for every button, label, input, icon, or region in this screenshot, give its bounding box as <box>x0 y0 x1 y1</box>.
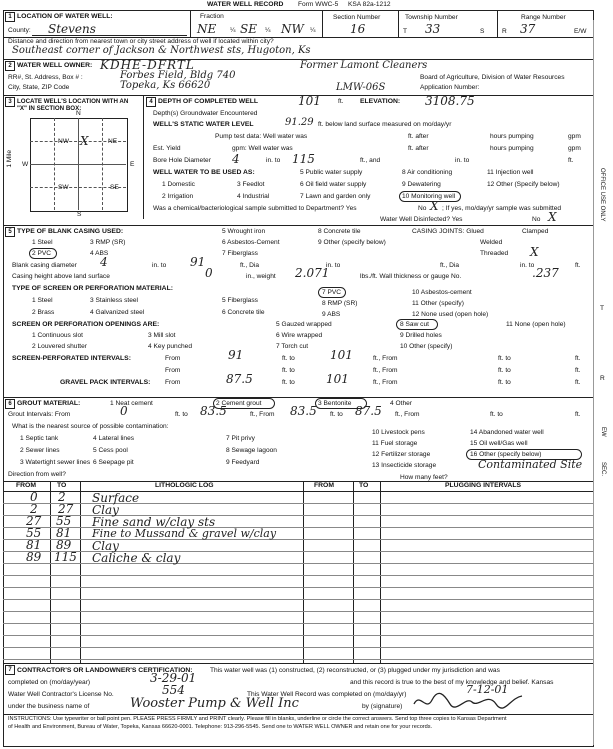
groundwater-label: Depth(s) Groundwater Encountered <box>153 110 258 117</box>
use-opt-9[interactable]: 9 Dewatering <box>402 181 441 188</box>
openings-label: SCREEN OR PERFORATION OPENINGS ARE: <box>12 321 160 328</box>
scr-to-label2: ft. to <box>498 355 511 362</box>
county-label: County: <box>8 27 31 34</box>
screen-opt-5[interactable]: 5 Fiberglass <box>222 297 258 304</box>
grout-opt-1[interactable]: 1 Neat cement <box>110 400 153 407</box>
table-row-from: 55 <box>26 526 42 540</box>
table-row-from: 0 <box>30 490 38 504</box>
license-value: 554 <box>162 683 185 697</box>
casing-opt-5[interactable]: 5 Wrought iron <box>222 228 266 235</box>
se-label: SE <box>110 184 119 191</box>
table-row-desc: Fine to Mussand & gravel w/clay <box>92 527 277 540</box>
disinfected-mark: X <box>548 210 557 224</box>
opening-opt-9[interactable]: 9 Drilled holes <box>400 332 442 339</box>
row-line <box>3 397 593 398</box>
depth-label: DEPTH OF COMPLETED WELL <box>158 98 259 105</box>
bore-in-to: in. to <box>266 157 281 164</box>
side-margin-line <box>593 20 594 745</box>
city-label: City, State, ZIP Code <box>8 84 70 91</box>
row-line <box>3 714 593 715</box>
opening-opt-11[interactable]: 11 None (open hole) <box>506 321 566 328</box>
scr-ft-from2: ft., From <box>373 367 398 374</box>
joints-label: CASING JOINTS: Glued <box>412 228 484 235</box>
fraction-label: Fraction <box>200 13 224 20</box>
cert-text-3: This Water Well Record was completed on (mo/day/yr) <box>247 691 407 698</box>
contam-opt-16[interactable]: 16 Other (specify below) <box>470 451 542 458</box>
table-row-from: 2 <box>30 502 38 516</box>
elevation-value: 3108.75 <box>425 94 475 108</box>
table-row-to: 81 <box>56 526 72 540</box>
grav-to-label: ft. to <box>282 379 295 386</box>
owner-label: WATER WELL OWNER: <box>17 62 93 69</box>
row-line <box>3 225 593 226</box>
grout-from2-value: 83.5 <box>290 404 317 418</box>
table-row-desc: Clay <box>92 503 119 517</box>
static-level-value: 91.29 <box>285 117 314 128</box>
blank-in-to3: in. to <box>520 262 535 269</box>
section-1-marker: 1 <box>5 12 15 22</box>
board-label: Board of Agriculture, Division of Water Resources <box>420 74 565 81</box>
screen-opt-1[interactable]: 1 Steel <box>32 297 53 304</box>
contam-opt-9[interactable]: 9 Feedyard <box>226 459 260 466</box>
fraction-3: NW <box>281 22 304 36</box>
completed-value: 3-29-01 <box>150 671 197 685</box>
grout-ft-end: ft. <box>575 411 581 418</box>
west-label: W <box>22 161 29 168</box>
record-date: 7-12-01 <box>466 683 509 696</box>
signature-label: by (signature) <box>362 703 403 710</box>
section-2-marker: 2 <box>5 61 15 71</box>
opening-opt-7[interactable]: 7 Torch cut <box>276 343 309 350</box>
license-label: Water Well Contractor's License No. <box>8 691 114 698</box>
opening-opt-1[interactable]: 1 Continuous slot <box>32 332 83 339</box>
opening-opt-8[interactable]: 8 Saw cut <box>400 321 429 328</box>
table-row-from: 89 <box>26 550 42 564</box>
yield-hours: hours pumping <box>490 145 534 152</box>
opening-opt-5[interactable]: 5 Gauzed wrapped <box>276 321 332 328</box>
contam-other-value: Contaminated Site <box>478 458 583 471</box>
depth-value: 101 <box>298 94 321 108</box>
screen-opt-3[interactable]: 3 Stainless steel <box>90 297 139 304</box>
yield-after: ft. after <box>408 145 429 152</box>
casing-opt-9[interactable]: 9 Other (specify below) <box>318 239 386 246</box>
distance-value: Southeast corner of Jackson & Northwest sts, Hugoton, Ks <box>12 45 311 56</box>
contam-opt-5[interactable]: 5 Cess pool <box>93 447 128 454</box>
wall-label: lbs./ft. Wall thickness or gauge No. <box>360 273 462 280</box>
township-s: S <box>480 28 485 35</box>
col-lithologic: LITHOLOGIC LOG <box>155 482 214 489</box>
sw-label: SW <box>58 184 69 191</box>
joints-clamped[interactable]: Clamped <box>522 228 549 235</box>
log-row-line <box>3 635 593 636</box>
how-many-feet: How many feet? <box>400 474 448 481</box>
section-number-value: 16 <box>350 22 366 36</box>
contam-opt-14[interactable]: 14 Abandoned water well <box>470 429 544 436</box>
section-4-marker: 4 <box>146 97 156 107</box>
grout-to-label3: ft. to <box>490 411 503 418</box>
grav-to-value: 101 <box>326 372 349 386</box>
scr-ft-end: ft. <box>575 355 581 362</box>
contam-opt-10[interactable]: 10 Livestock pens <box>372 429 425 436</box>
address-label: RR#, St. Address, Box # : <box>8 74 83 81</box>
bore-ft-and: ft., and <box>360 157 381 164</box>
well-id: LMW-06S <box>336 82 386 93</box>
ksa-reference: KSA 82a-1212 <box>348 1 391 8</box>
cert-text-1: This water well was (1) constructed, (2) reconstructed, or (3) plugged under my jurisdiction and was <box>210 667 500 674</box>
contam-opt-3[interactable]: 3 Watertight sewer lines <box>20 459 91 466</box>
use-label: WELL WATER TO BE USED AS: <box>153 169 255 176</box>
completed-label: completed on (mo/day/year) <box>8 679 91 686</box>
casing-opt-1[interactable]: 1 Steel <box>32 239 53 246</box>
blank-in-to: in. to <box>152 262 167 269</box>
north-label: N <box>76 110 81 117</box>
bore-ft: ft. <box>568 157 574 164</box>
opening-opt-10[interactable]: 10 Other (specify) <box>400 343 453 350</box>
blank-to-value: 91 <box>190 255 206 269</box>
grout-opt-3[interactable]: 3 Bentonite <box>318 400 352 407</box>
col-to-2: TO <box>359 482 369 489</box>
county-underline <box>32 35 187 36</box>
screen-opt-4[interactable]: 4 Galvanized steel <box>90 309 145 316</box>
selected-circle <box>318 287 346 298</box>
grout-opt-4[interactable]: 4 Other <box>390 400 412 407</box>
divider <box>497 10 498 37</box>
township-t: T <box>403 28 408 35</box>
contam-opt-11[interactable]: 11 Fuel storage <box>372 440 418 447</box>
form-title: WATER WELL RECORD <box>207 1 284 8</box>
table-row-desc: Fine sand w/clay sts <box>92 515 216 529</box>
divider <box>322 10 323 37</box>
scr-to-value: 101 <box>330 348 353 362</box>
opening-opt-4[interactable]: 4 Key punched <box>148 343 192 350</box>
scr-to-label3: ft. to <box>282 367 295 374</box>
col-plugging: PLUGGING INTERVALS <box>445 482 522 489</box>
east-label: E <box>130 161 135 168</box>
table-row-to: 55 <box>56 514 72 528</box>
use-opt-3[interactable]: 3 Feedlot <box>237 181 265 188</box>
quarter-mark: ¼ <box>265 27 271 34</box>
grout-from-value: 0 <box>120 404 128 418</box>
grout-ft-from: ft., From <box>250 411 275 418</box>
section-box-divider <box>54 118 55 210</box>
instructions-2: of Health and Environment, Bureau of Water, Topeka, Kansas 66620-0001. Telephone: 913-296-5545. Send one to WATER WELL OWNER and retain one for your records. <box>8 724 433 730</box>
office-t: T <box>600 305 605 312</box>
scr-to-label: ft. to <box>282 355 295 362</box>
opening-opt-2[interactable]: 2 Louvered shutter <box>32 343 87 350</box>
yield-mid: gpm: Well water was <box>232 145 293 152</box>
casing-opt-8[interactable]: 8 Concrete tile <box>318 228 361 235</box>
screen-opt-11[interactable]: 11 Other (specify) <box>412 300 464 307</box>
county-value: Stevens <box>48 22 96 36</box>
contam-opt-13[interactable]: 13 Insecticide storage <box>372 462 437 469</box>
scr-ft-end2: ft. <box>575 367 581 374</box>
grout-ft-from2: ft., From <box>395 411 420 418</box>
elevation-label: ELEVATION: <box>360 98 401 105</box>
blank-dia-label: Blank casing diameter <box>12 262 77 269</box>
section-6-marker: 6 <box>5 399 15 409</box>
grout-opt-2[interactable]: 2 Cement grout <box>216 400 262 407</box>
yield-label: Est. Yield <box>153 145 181 152</box>
log-row-line <box>3 623 593 624</box>
weight-label: in., weight <box>246 273 276 280</box>
cert-text-2: and this record is true to the best of my knowledge and belief. Kansas <box>350 679 554 686</box>
use-opt-4[interactable]: 4 Industrial <box>237 193 270 200</box>
grav-from-label: From <box>165 379 181 386</box>
casing-height-value: 0 <box>205 266 213 280</box>
contamination-label: What is the nearest source of possible contamination: <box>12 423 169 430</box>
office-r: R <box>600 375 605 382</box>
grout-to2-value: 87.5 <box>355 404 382 418</box>
blank-ft: ft. <box>575 262 581 269</box>
scr-ft-from: ft., From <box>373 355 398 362</box>
contam-opt-1[interactable]: 1 Septic tank <box>20 435 59 442</box>
section-box-divider <box>102 118 103 210</box>
quarter-mark: ¼ <box>230 27 236 34</box>
ne-label: NE <box>108 138 118 145</box>
weight-value: 2.071 <box>295 266 330 280</box>
screen-opt-8[interactable]: 8 RMP (SR) <box>322 300 358 307</box>
bore-value: 4 <box>232 152 240 166</box>
casing-height-label: Casing height above land surface <box>12 273 110 280</box>
blank-dia-value: 4 <box>100 255 108 269</box>
pump-gpm: gpm <box>568 133 581 140</box>
bore-label: Bore Hole Diameter <box>153 157 211 164</box>
opening-opt-6[interactable]: 6 Wire wrapped <box>276 332 323 339</box>
log-row-line <box>3 587 593 588</box>
business-label: under the business name of <box>8 703 90 710</box>
use-opt-8[interactable]: 8 Air conditioning <box>402 169 453 176</box>
use-opt-7[interactable]: 7 Lawn and garden only <box>300 193 371 200</box>
bore-to-value: 115 <box>292 152 315 166</box>
section-box-label: LOCATE WELL'S LOCATION WITH AN "X" IN SECTION BOX: <box>17 98 129 112</box>
mile-label: 1 Mile <box>6 150 13 168</box>
static-level-suffix: ft. below land surface measured on mo/day/yr <box>318 121 452 128</box>
table-row-desc: Surface <box>92 491 140 505</box>
casing-opt-2[interactable]: 2 PVC <box>32 250 52 257</box>
address-value: Forbes Field, Bldg 740 <box>120 70 236 81</box>
business-value: Wooster Pump & Well Inc <box>130 696 299 711</box>
grav-to-label2: ft. to <box>498 379 511 386</box>
grav-ft-end: ft. <box>575 379 581 386</box>
screen-label: TYPE OF SCREEN OR PERFORATION MATERIAL: <box>12 285 173 292</box>
table-row-from: 27 <box>26 514 42 528</box>
section-number-label: Section Number <box>333 14 381 21</box>
disinfected-no[interactable]: No <box>532 216 541 223</box>
use-opt-5[interactable]: 5 Public water supply <box>300 169 363 176</box>
section-5-marker: 5 <box>5 227 15 237</box>
range-value: 37 <box>520 22 536 36</box>
city-value: Topeka, Ks 66620 <box>120 80 211 91</box>
log-row-line <box>3 659 593 660</box>
intervals-label: SCREEN-PERFORATED INTERVALS: <box>12 355 131 362</box>
table-row-to: 2 <box>58 490 66 504</box>
chem-sample-label: Was a chemical/bacteriological sample submitted to Department? Yes <box>153 205 357 212</box>
office-use-label: OFFICE USE ONLY <box>599 168 605 222</box>
contam-opt-12[interactable]: 12 Fertilizer storage <box>372 451 431 458</box>
cert-label: CONTRACTOR'S OR LANDOWNER'S CERTIFICATION: <box>17 667 193 674</box>
screen-opt-12[interactable]: 12 None used (open hole) <box>412 311 489 318</box>
casing-opt-3[interactable]: 3 RMP (SR) <box>90 239 126 246</box>
instructions-1: INSTRUCTIONS: Use typewriter or ball point pen. PLEASE PRESS FIRMLY and PRINT clearly. Please fill in blanks, underline or circle the correct answers. Send top three copies to Kansas Department <box>8 716 507 722</box>
scr-from-value: 91 <box>228 348 244 362</box>
contam-opt-4[interactable]: 4 Lateral lines <box>93 435 135 442</box>
divider <box>190 10 191 37</box>
log-row-line <box>3 575 593 576</box>
blank-dia3: ft., Dia <box>440 262 460 269</box>
table-row-to: 89 <box>56 538 72 552</box>
grout-to-label2: ft. to <box>330 411 343 418</box>
grav-from-value: 87.5 <box>226 372 253 386</box>
section-7-marker: 7 <box>5 665 15 675</box>
fraction-2: SE <box>240 22 257 36</box>
chem-suffix: ; If yes, mo/day/yr sample was submitted <box>442 205 562 212</box>
grout-label: GROUT MATERIAL: <box>17 400 81 407</box>
casing-label: TYPE OF BLANK CASING USED: <box>17 228 124 235</box>
pump-test-label: Pump test data: Well water was <box>215 133 308 140</box>
blank-in-to2: in. to <box>326 262 341 269</box>
joints-threaded[interactable]: Threaded <box>480 250 509 257</box>
table-row-desc: Caliche & clay <box>92 551 181 565</box>
use-opt-10[interactable]: 10 Monitoring well <box>402 193 456 200</box>
yield-gpm: gpm <box>568 145 581 152</box>
screen-opt-9[interactable]: 9 ABS <box>322 311 341 318</box>
row-line <box>3 59 593 60</box>
log-row-line <box>3 647 593 648</box>
col-from: FROM <box>16 482 37 489</box>
divider <box>143 95 144 219</box>
table-row-desc: Clay <box>92 539 119 553</box>
divider <box>398 10 399 37</box>
scr-to-label4: ft. to <box>498 367 511 374</box>
use-opt-12[interactable]: 12 Other (Specify below) <box>487 181 560 188</box>
casing-opt-6[interactable]: 6 Asbestos-Cement <box>222 239 280 246</box>
depth-unit: ft. <box>338 98 344 105</box>
contam-opt-8[interactable]: 8 Sewage lagoon <box>226 447 277 454</box>
static-level-label: WELL'S STATIC WATER LEVEL <box>153 121 254 128</box>
section-3-marker: 3 <box>5 97 15 107</box>
grout-intervals-label: Grout Intervals: From <box>8 411 71 418</box>
direction-label: Direction from well? <box>8 471 66 478</box>
scr-from-label: From <box>165 355 181 362</box>
bore-in-to2: in. to <box>455 157 470 164</box>
pump-after: ft. after <box>408 133 429 140</box>
disinfected-label: Water Well Disinfected? Yes <box>380 216 463 223</box>
screen-opt-7[interactable]: 7 PVC <box>322 289 342 296</box>
township-value: 33 <box>425 22 441 36</box>
scr-from-label2: From <box>165 367 181 374</box>
table-row-to: 27 <box>58 502 74 516</box>
fraction-1: NE <box>197 22 217 36</box>
chem-no-mark: X <box>430 199 439 213</box>
grout-to-label: ft. to <box>175 411 188 418</box>
owner-former: Former Lamont Cleaners <box>300 60 428 71</box>
opening-opt-3[interactable]: 3 Mill slot <box>148 332 176 339</box>
table-border <box>3 663 593 664</box>
form-number: Form WWC-5 <box>298 1 339 8</box>
gravel-label: GRAVEL PACK INTERVALS: <box>60 379 151 386</box>
contam-opt-15[interactable]: 15 Oil well/Gas well <box>470 440 528 447</box>
threaded-mark: X <box>530 245 539 259</box>
screen-opt-6[interactable]: 6 Concrete tile <box>222 309 265 316</box>
log-row-line <box>3 611 593 612</box>
screen-opt-10[interactable]: 10 Asbestos-cement <box>412 289 472 296</box>
range-ew: E/W <box>574 28 587 35</box>
wall-value: .237 <box>532 266 559 280</box>
section-box[interactable] <box>30 118 128 212</box>
grout-to-value: 83.5 <box>200 404 227 418</box>
location-mark: X <box>80 134 89 148</box>
office-ew: EW <box>600 427 606 437</box>
quarter-mark: ¼ <box>310 27 316 34</box>
south-label: S <box>77 211 82 218</box>
owner-name: KDHE-DFRTL <box>100 58 195 72</box>
use-opt-11[interactable]: 11 Injection well <box>487 169 534 176</box>
selected-circle <box>396 319 438 330</box>
contam-opt-2[interactable]: 2 Sewer lines <box>20 447 60 454</box>
table-row-from: 81 <box>26 538 42 552</box>
application-label: Application Number: <box>420 84 480 91</box>
range-r: R <box>502 28 507 35</box>
col-to: TO <box>57 482 67 489</box>
nw-label: NW <box>58 138 69 145</box>
use-opt-2[interactable]: 2 Irrigation <box>162 193 194 200</box>
blank-dia2: ft., Dia <box>240 262 260 269</box>
distance-label: Distance and direction from nearest town or city street address of well if located within city? <box>8 38 274 45</box>
section-box-divider <box>30 164 126 165</box>
township-label: Township Number <box>405 14 458 21</box>
office-sec: SEC. <box>600 462 606 477</box>
grav-ft-from: ft., From <box>373 379 398 386</box>
col-from-2: FROM <box>314 482 335 489</box>
pump-hours: hours pumping <box>490 133 534 140</box>
table-row-to: 115 <box>54 550 77 564</box>
screen-opt-2[interactable]: 2 Brass <box>32 309 55 316</box>
use-opt-6[interactable]: 6 Oil field water supply <box>300 181 367 188</box>
log-row-line <box>3 599 593 600</box>
chem-no[interactable]: No <box>418 205 427 212</box>
casing-opt-7[interactable]: 7 Fiberglass <box>222 250 258 257</box>
joints-welded[interactable]: Welded <box>480 239 503 246</box>
contam-opt-6[interactable]: 6 Seepage pit <box>93 459 134 466</box>
signature-mark <box>410 690 530 712</box>
range-label: Range Number <box>521 14 566 21</box>
location-label: LOCATION OF WATER WELL: <box>17 13 113 20</box>
selected-circle <box>29 248 57 259</box>
use-opt-1[interactable]: 1 Domestic <box>162 181 195 188</box>
contam-opt-7[interactable]: 7 Pit privy <box>226 435 255 442</box>
casing-opt-4[interactable]: 4 ABS <box>90 250 109 257</box>
